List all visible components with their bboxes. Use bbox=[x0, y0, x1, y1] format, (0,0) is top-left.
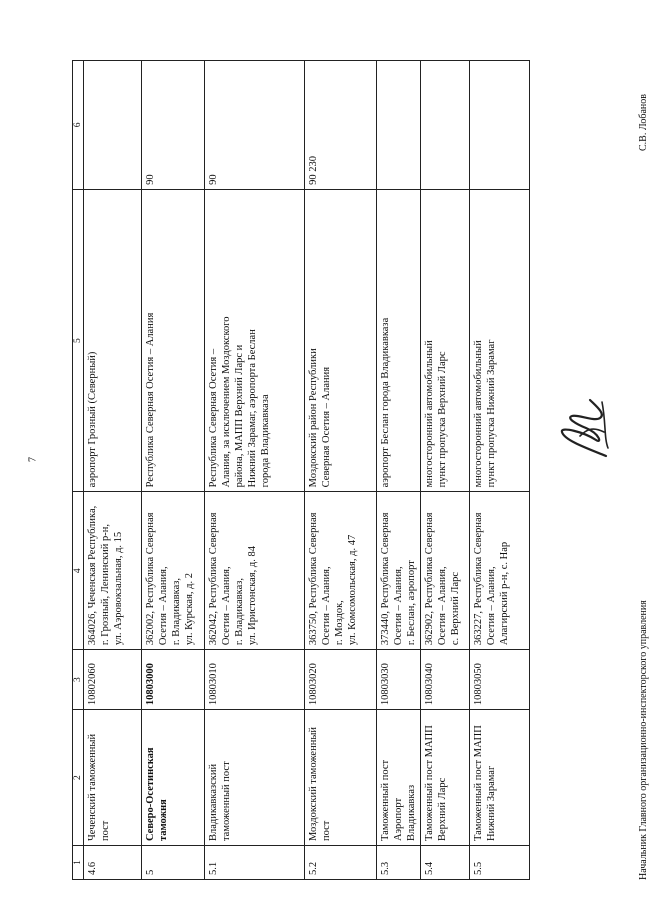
header-cell: 6 bbox=[73, 61, 84, 190]
extra-code-cell: 90 bbox=[142, 61, 205, 190]
cell-line: таможня bbox=[158, 799, 169, 842]
post-name-cell bbox=[84, 710, 142, 846]
header-cell: 1 bbox=[73, 846, 84, 880]
cell-line: г. Беслан, аэропорт bbox=[406, 560, 417, 646]
cell-line: города Владикавказа bbox=[260, 394, 271, 488]
row-number-cell: 5.5 bbox=[470, 846, 530, 880]
post-code-cell: 10803050 bbox=[470, 650, 530, 710]
row-number-cell: 4.6 bbox=[84, 846, 142, 880]
cell-line: пост bbox=[321, 820, 332, 842]
cell-line: Моздокский таможенный bbox=[308, 726, 319, 842]
row-number-cell: 5.2 bbox=[305, 846, 377, 880]
cell-line: Северная Осетия – Алания bbox=[321, 366, 332, 488]
cell-line: ул. Аэровокзальная, д. 15 bbox=[113, 531, 124, 646]
cell-line: Владикавказ bbox=[406, 784, 417, 842]
cell-line: Таможенный пост МАПП bbox=[473, 725, 484, 842]
zone-cell bbox=[142, 189, 205, 492]
table-row bbox=[305, 61, 377, 880]
extra-code-cell: 90 230 bbox=[305, 61, 377, 190]
row-number-cell: 5.1 bbox=[205, 846, 305, 880]
post-code-cell: 10802060 bbox=[84, 650, 142, 710]
table-header-row bbox=[73, 61, 84, 880]
header-cell: 2 bbox=[73, 710, 84, 846]
cell-line: ул. Иристонская, д. 84 bbox=[247, 546, 258, 646]
cell-line: ул. Комсомольская, д. 47 bbox=[347, 534, 358, 646]
zone-cell bbox=[205, 189, 305, 492]
header-cell: 5 bbox=[73, 189, 84, 492]
zone-cell bbox=[84, 189, 142, 492]
post-name-cell bbox=[205, 710, 305, 846]
page-number: 7 bbox=[27, 457, 39, 462]
cell-line: Республика Северная Осетия – bbox=[208, 348, 219, 488]
cell-line: Нижний Зарамаг bbox=[486, 765, 497, 842]
address-cell bbox=[84, 492, 142, 650]
extra-code-cell bbox=[421, 61, 470, 190]
signatory-name: С.В. Лобанов bbox=[638, 94, 649, 151]
address-cell bbox=[142, 492, 205, 650]
zone-cell bbox=[377, 189, 421, 492]
table-row bbox=[142, 61, 205, 880]
cell-line: ул. Курская, д. 2 bbox=[184, 572, 195, 646]
cell-line: Таможенный пост МАПП bbox=[424, 725, 435, 842]
cell-line: Осетия – Алания, bbox=[158, 566, 169, 646]
cell-line: 363750, Республика Северная bbox=[308, 512, 319, 646]
signatory-position: Начальник Главного организационно-инспекторского управления bbox=[638, 600, 649, 880]
cell-line: многосторонний автомобильный bbox=[473, 340, 484, 488]
cell-line: 362042, Республика Северная bbox=[208, 512, 219, 646]
cell-line: Нижний Зарамаг, аэропорта Беслан bbox=[247, 329, 258, 488]
table-row bbox=[205, 61, 305, 880]
cell-line: Таможенный пост Аэропорт bbox=[380, 759, 404, 842]
cell-line: аэропорт Беслан города Владикавказа bbox=[380, 317, 391, 488]
extra-code-cell bbox=[377, 61, 421, 190]
row-number-cell: 5.4 bbox=[421, 846, 470, 880]
address-cell bbox=[470, 492, 530, 650]
cell-line: Алания, за исключением Моздокского bbox=[221, 316, 232, 488]
cell-line: с. Верхний Ларс bbox=[450, 571, 461, 646]
address-cell bbox=[205, 492, 305, 650]
address-cell bbox=[377, 492, 421, 650]
address-cell bbox=[305, 492, 377, 650]
header-cell: 4 bbox=[73, 492, 84, 650]
cell-line: Алагирский р-н, с. Нар bbox=[499, 541, 510, 646]
cell-line: 363227, Республика Северная bbox=[473, 512, 484, 646]
table-row bbox=[421, 61, 470, 880]
cell-line: 373440, Республика Северная bbox=[380, 512, 391, 646]
extra-code-cell bbox=[84, 61, 142, 190]
cell-line: пункт пропуска Верхний Ларс bbox=[437, 351, 448, 488]
post-code-cell: 10803030 bbox=[377, 650, 421, 710]
post-name-cell bbox=[377, 710, 421, 846]
post-name-cell bbox=[142, 710, 205, 846]
cell-line: Республика Северная Осетия – Алания bbox=[145, 312, 156, 488]
cell-line: Осетия – Алания, bbox=[437, 566, 448, 646]
table-row bbox=[470, 61, 530, 880]
cell-line: Чеченский таможенный пост bbox=[87, 733, 111, 842]
cell-line: Верхний Ларс bbox=[437, 777, 448, 842]
cell-line: района, МАПП Верхний Ларс и bbox=[234, 344, 245, 488]
cell-line: 362002, Республика Северная bbox=[145, 512, 156, 646]
cell-line: г. Моздок, bbox=[334, 600, 345, 646]
address-cell bbox=[421, 492, 470, 650]
cell-line: Владикавказский bbox=[208, 763, 219, 842]
row-number-cell: 5 bbox=[142, 846, 205, 880]
extra-code-cell bbox=[470, 61, 530, 190]
post-name-cell bbox=[421, 710, 470, 846]
table-row bbox=[84, 61, 142, 880]
cell-line: Осетия – Алания, bbox=[321, 566, 332, 646]
row-number-cell: 5.3 bbox=[377, 846, 421, 880]
post-name-cell bbox=[470, 710, 530, 846]
cell-line: г. Грозный, Ленинский р-н, bbox=[100, 524, 111, 646]
cell-line: 364026, Чеченская Республика, bbox=[87, 505, 98, 646]
post-code-cell: 10803010 bbox=[205, 650, 305, 710]
cell-line: Северо-Осетинская bbox=[145, 747, 156, 842]
cell-line: г. Владикавказ, bbox=[234, 577, 245, 646]
post-code-cell: 10803020 bbox=[305, 650, 377, 710]
zone-cell bbox=[470, 189, 530, 492]
post-code-cell: 10803000 bbox=[142, 650, 205, 710]
signature-image bbox=[556, 394, 614, 462]
cell-line: таможенный пост bbox=[221, 761, 232, 842]
extra-code-cell: 90 bbox=[205, 61, 305, 190]
cell-line: Осетия – Алания, bbox=[393, 566, 404, 646]
cell-line: Осетия – Алания, bbox=[486, 566, 497, 646]
cell-line: аэропорт Грозный (Северный) bbox=[87, 351, 98, 488]
zone-cell bbox=[305, 189, 377, 492]
cell-line: 362902, Республика Северная bbox=[424, 512, 435, 646]
post-name-cell bbox=[305, 710, 377, 846]
cell-line: г. Владикавказ, bbox=[171, 577, 182, 646]
table-row bbox=[377, 61, 421, 880]
cell-line: Моздокский район Республики bbox=[308, 348, 319, 488]
cell-line: Осетия – Алания, bbox=[221, 566, 232, 646]
zone-cell bbox=[421, 189, 470, 492]
customs-posts-table bbox=[72, 60, 530, 880]
cell-line: пункт пропуска Нижний Зарамаг bbox=[486, 339, 497, 488]
post-code-cell: 10803040 bbox=[421, 650, 470, 710]
header-cell: 3 bbox=[73, 650, 84, 710]
rotated-sheet bbox=[72, 60, 649, 880]
cell-line: многосторонний автомобильный bbox=[424, 340, 435, 488]
